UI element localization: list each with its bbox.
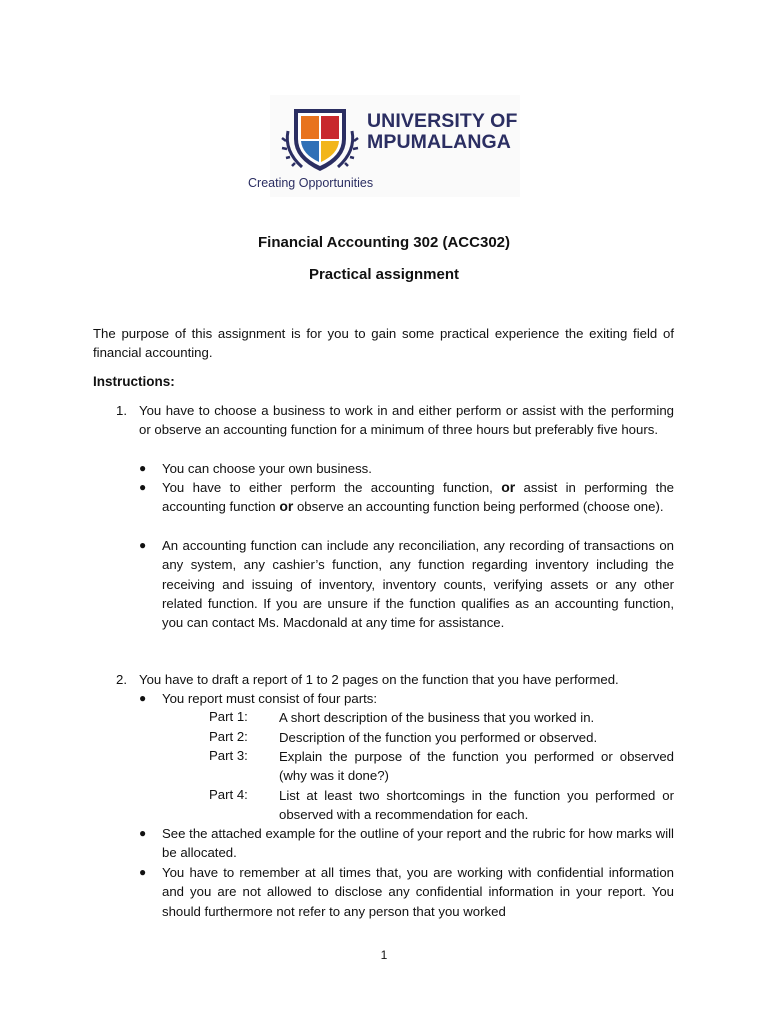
part-label: Part 2: xyxy=(209,729,248,744)
part-label: Part 4: xyxy=(209,787,248,802)
bullet-icon: ● xyxy=(139,865,147,879)
bullet-text: You report must consist of four parts: xyxy=(162,691,378,706)
part-text: Description of the function you performed or observed. xyxy=(279,730,598,745)
document-title: Financial Accounting 302 (ACC302) xyxy=(258,234,510,251)
university-logo xyxy=(248,95,520,197)
bullet-text: See the attached example for the outline of your report and the rubric for how marks will be allocated. xyxy=(162,826,674,861)
list-item-text: You have to choose a business to work in and either perform or assist with the performing or observe an accounting function for a minimum of three hours but preferably five hours. xyxy=(139,403,674,438)
part-text: Explain the purpose of the function you performed or observed (why was it done?) xyxy=(279,749,674,784)
university-name-line2: MPUMALANGA xyxy=(367,131,511,153)
emphasis-or: or xyxy=(501,479,516,495)
emphasis-or: or xyxy=(279,498,294,515)
bullet-icon: ● xyxy=(139,691,147,705)
part-label: Part 1: xyxy=(209,709,248,724)
logo-tagline: Creating Opportunities xyxy=(248,176,374,190)
instructions-heading: Instructions: xyxy=(93,374,175,389)
bullet-icon: ● xyxy=(139,826,147,840)
bullet-text-part: observe an accounting function being performed (choose one). xyxy=(293,499,664,515)
list-item-text: You have to draft a report of 1 to 2 pages on the function that you have performed. xyxy=(139,672,619,687)
part-text: A short description of the business that you worked in. xyxy=(279,710,595,725)
bullet-text-part: You have to either perform the accounting function, xyxy=(162,480,502,495)
page-number: 1 xyxy=(380,948,388,962)
university-name-line1: UNIVERSITY OF xyxy=(367,110,518,132)
bullet-icon: ● xyxy=(139,461,147,475)
list-number: 2. xyxy=(116,672,127,687)
bullet-text: An accounting function can include any reconciliation, any recording of transactions on any system, any cashier’s function, any function regarding inventory including the receiving and issuing of inventory, inventory counts, verifying assets or any other related function. If you are unsure if the function qualifies as an accounting function, you can contact Ms. Macdonald at any time for assistance. xyxy=(162,538,674,631)
bullet-text: You have to remember at all times that, you are working with confidential information and you are not allowed to disclose any confidential information in your report. You should furthermore not refer to any person that you worked xyxy=(162,865,674,919)
bullet-icon: ● xyxy=(139,480,147,494)
part-text: List at least two shortcomings in the function you performed or observed with a recommendation for each. xyxy=(279,788,674,823)
list-number: 1. xyxy=(116,403,127,418)
bullet-text-part: assist in performing the accounting function xyxy=(162,480,674,515)
bullet-text: You can choose your own business. xyxy=(162,461,372,476)
document-subtitle: Practical assignment xyxy=(308,266,460,283)
shield-crest-icon xyxy=(280,101,360,177)
university-name xyxy=(367,111,517,153)
part-label: Part 3: xyxy=(209,748,248,763)
bullet-text xyxy=(162,478,674,517)
intro-paragraph: The purpose of this assignment is for you to gain some practical experience the exiting field of financial accounting. xyxy=(93,326,674,361)
bullet-icon: ● xyxy=(139,538,147,552)
